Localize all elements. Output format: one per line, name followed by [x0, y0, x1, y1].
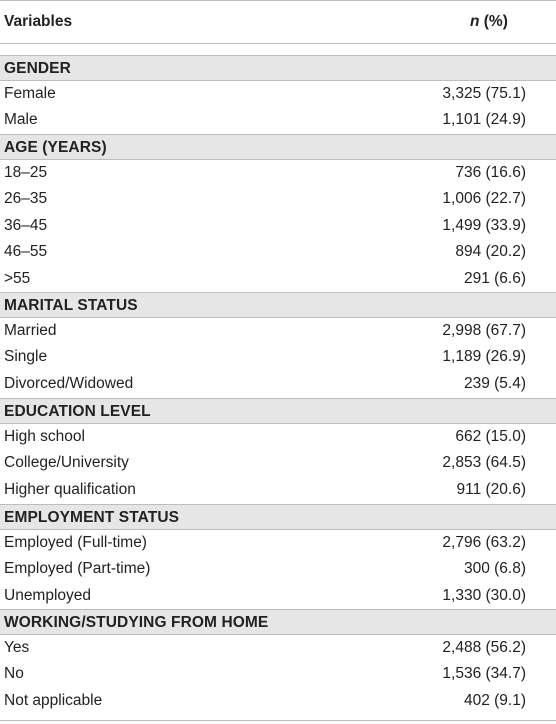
- row-label: 36–45: [4, 216, 48, 234]
- row-label: College/University: [4, 454, 129, 472]
- table-row: [0, 477, 556, 503]
- row-value: 2,998 (67.7): [442, 322, 526, 339]
- row-value: 402 (9.1): [463, 691, 526, 709]
- section-header: [0, 504, 556, 530]
- section-header: [0, 134, 556, 160]
- row-value: 1,330 (30.0): [442, 586, 526, 604]
- section-title: MARITAL STATUS: [4, 297, 138, 314]
- row-label: Employed (Part-time): [4, 560, 151, 578]
- section-title: GENDER: [4, 60, 71, 77]
- row-label: Unemployed: [4, 586, 92, 604]
- table-row: [0, 530, 556, 556]
- table-row: [0, 239, 556, 265]
- row-label: Yes: [4, 639, 30, 656]
- section-title: EDUCATION LEVEL: [4, 403, 151, 420]
- row-value: 1,101 (24.9): [442, 111, 526, 129]
- row-label: Single: [4, 348, 48, 366]
- table-header: [0, 0, 556, 44]
- row-value: 1,499 (33.9): [442, 216, 526, 234]
- section-title: AGE (YEARS): [4, 139, 107, 156]
- header-variables: Variables: [4, 13, 73, 30]
- row-label: No: [4, 665, 24, 683]
- table-row: [0, 556, 556, 582]
- row-value: 3,325 (75.1): [442, 85, 526, 102]
- row-value: 1,189 (26.9): [442, 348, 526, 366]
- table-row: [0, 160, 556, 186]
- table-row: [0, 688, 556, 714]
- table-row: [0, 661, 556, 687]
- table-row: [0, 266, 556, 292]
- row-label: >55: [4, 269, 31, 287]
- header-n: n: [470, 13, 480, 30]
- row-value: 911 (20.6): [456, 480, 526, 498]
- row-label: Employed (Full-time): [4, 534, 147, 551]
- table-row: [0, 81, 556, 107]
- section-header: [0, 55, 556, 81]
- table-row: [0, 107, 556, 133]
- table-row: [0, 371, 556, 397]
- row-label: 26–35: [4, 190, 48, 208]
- row-value: 1,536 (34.7): [442, 665, 526, 683]
- row-label: Divorced/Widowed: [4, 374, 134, 392]
- header-n-percent: [470, 13, 508, 31]
- row-value: 736 (16.6): [455, 164, 526, 181]
- row-value: 2,796 (63.2): [442, 534, 526, 551]
- row-value: 291 (6.6): [463, 269, 526, 287]
- row-value: 2,853 (64.5): [442, 454, 526, 472]
- section-title: WORKING/STUDYING FROM HOME: [4, 614, 269, 631]
- table-bottom-rule: [0, 720, 556, 721]
- row-label: Female: [4, 85, 56, 102]
- section-title: EMPLOYMENT STATUS: [4, 509, 180, 526]
- row-value: 662 (15.0): [455, 428, 526, 445]
- row-label: Not applicable: [4, 691, 103, 709]
- row-value: 1,006 (22.7): [442, 190, 526, 208]
- row-label: Male: [4, 111, 38, 129]
- header-pct: (%): [479, 13, 508, 30]
- row-value: 300 (6.8): [463, 560, 526, 578]
- table-row: [0, 186, 556, 212]
- row-value: 2,488 (56.2): [442, 639, 526, 656]
- table-row: [0, 635, 556, 661]
- table-row: [0, 318, 556, 344]
- row-value: 239 (5.4): [463, 374, 526, 392]
- table-row: [0, 344, 556, 370]
- table-row: [0, 424, 556, 450]
- row-label: 18–25: [4, 164, 48, 181]
- row-label: Married: [4, 322, 57, 339]
- section-header: [0, 609, 556, 635]
- row-value: 894 (20.2): [455, 243, 526, 261]
- section-header: [0, 292, 556, 318]
- table-row: [0, 450, 556, 476]
- table-row: [0, 583, 556, 609]
- row-label: Higher qualification: [4, 480, 136, 498]
- row-label: High school: [4, 428, 85, 445]
- section-header: [0, 398, 556, 424]
- row-label: 46–55: [4, 243, 48, 261]
- table-row: [0, 213, 556, 239]
